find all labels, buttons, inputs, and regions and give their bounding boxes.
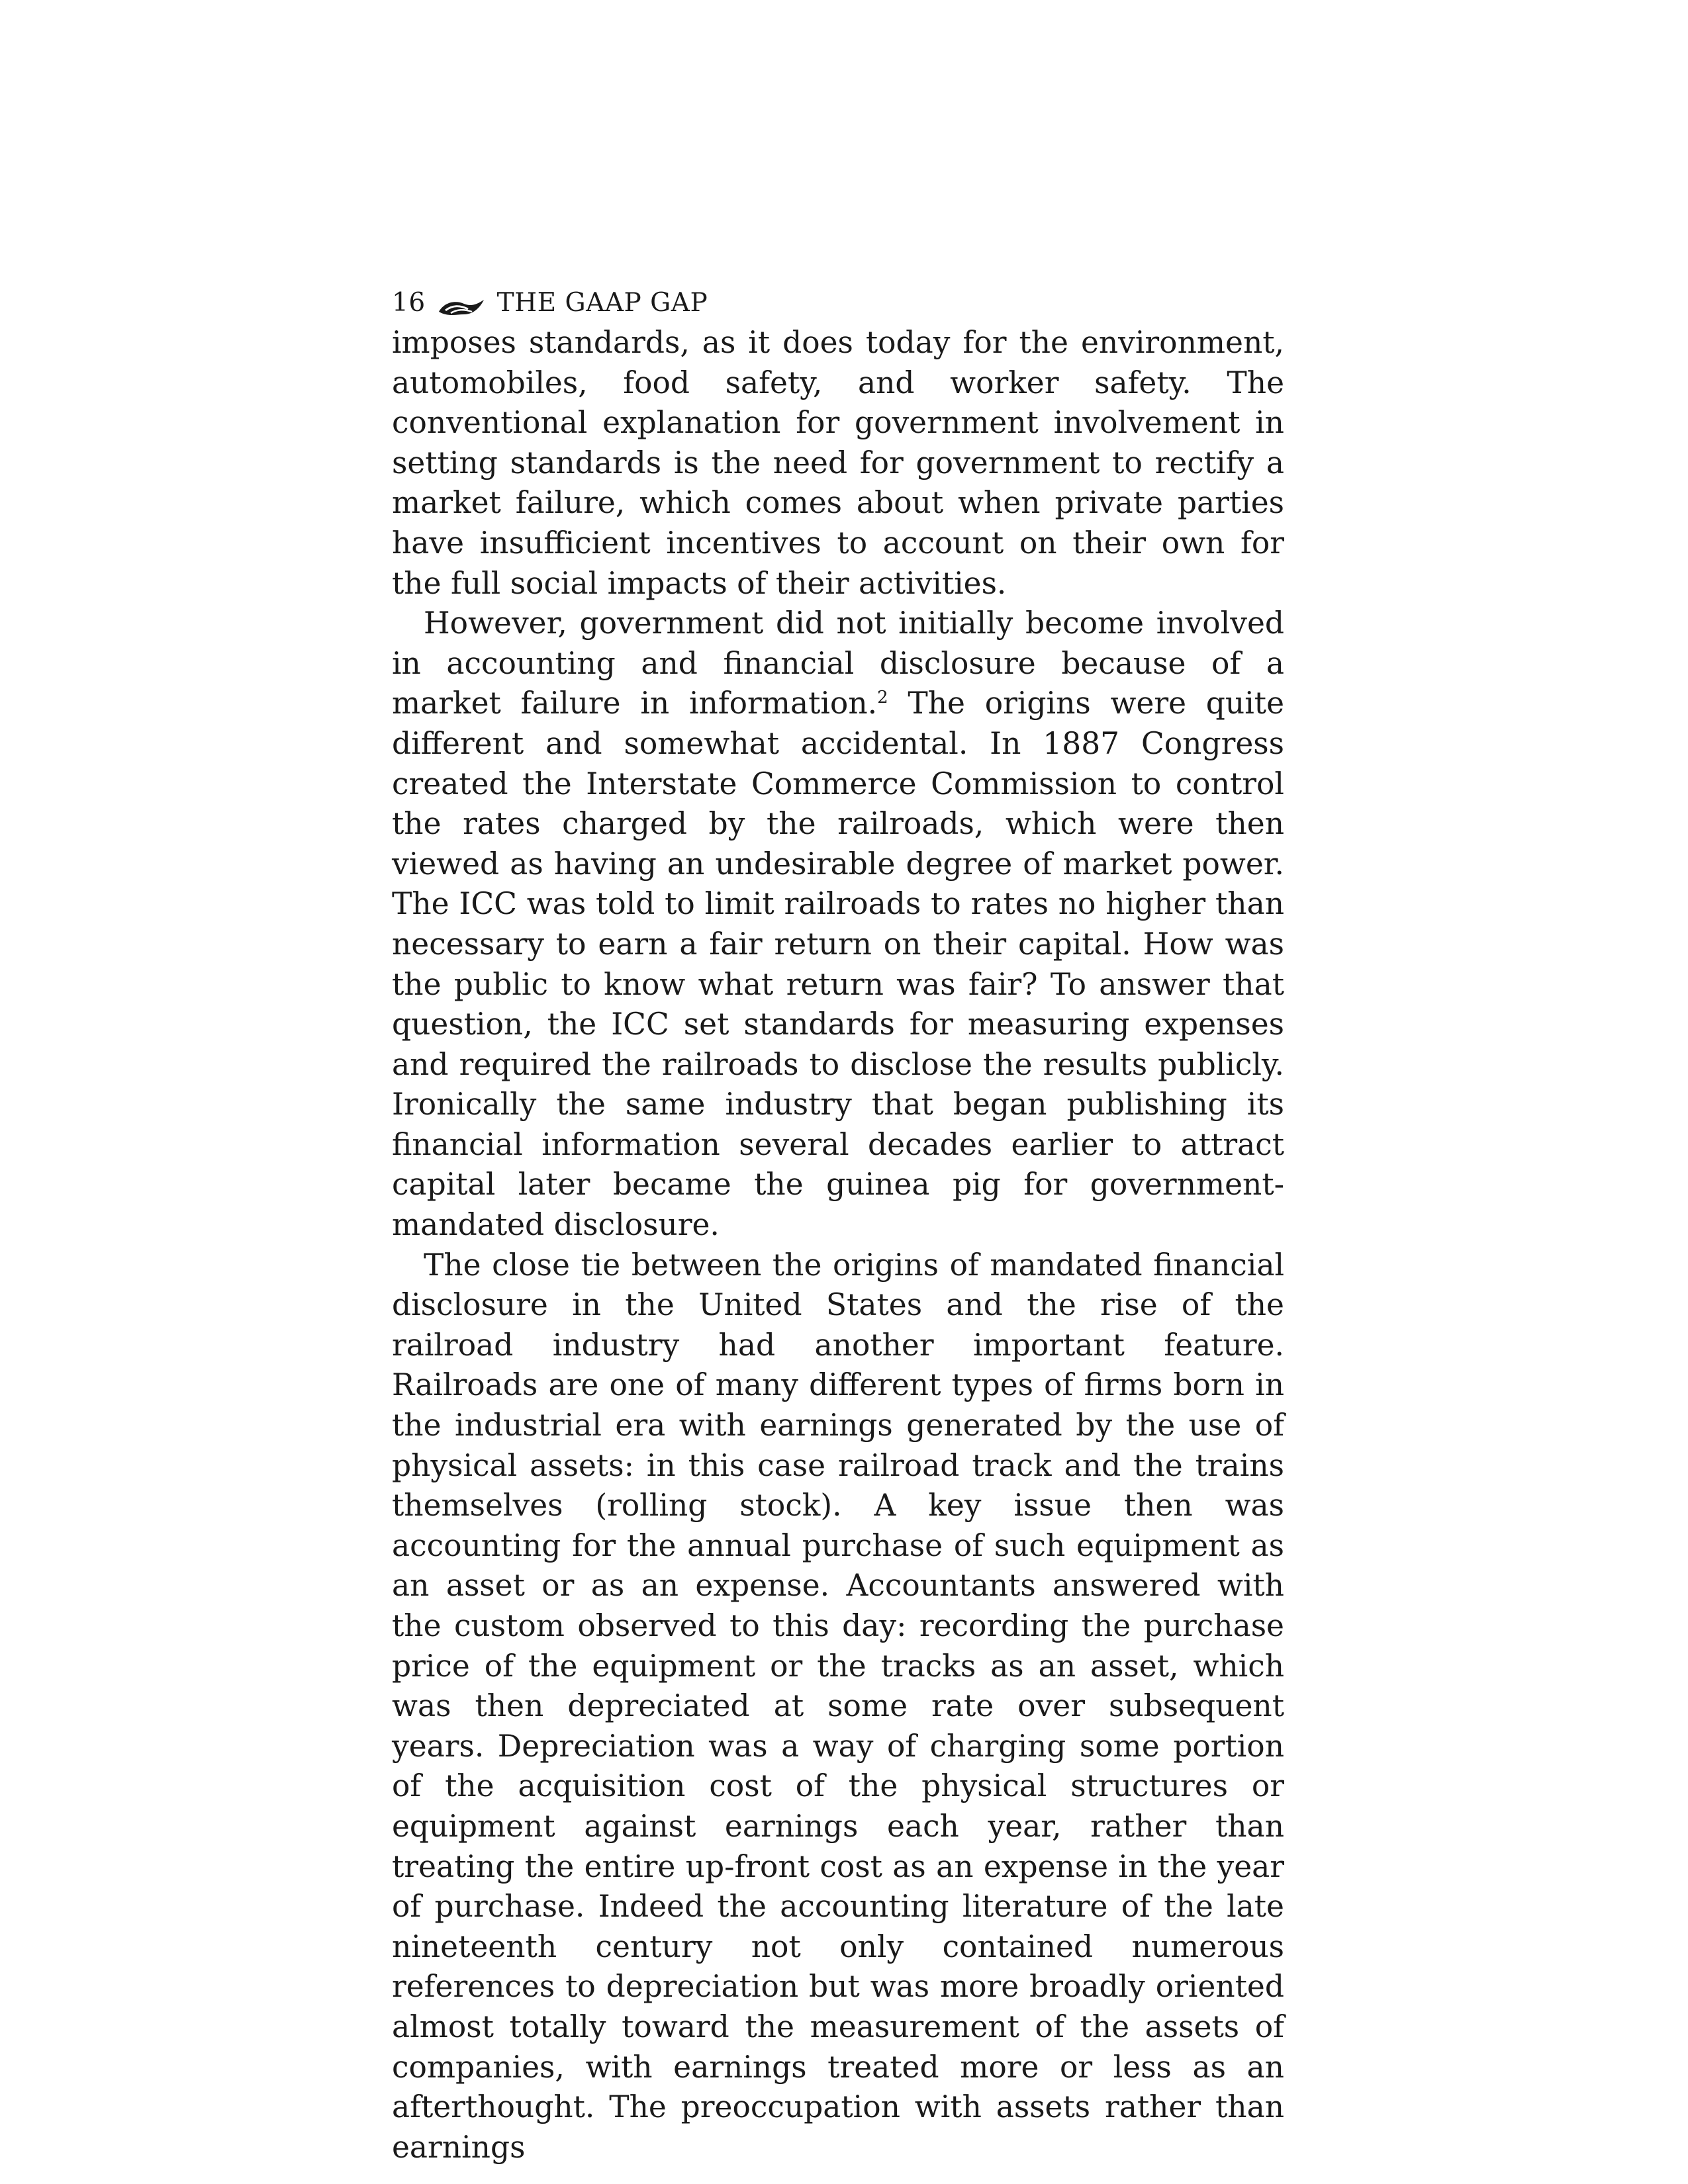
paragraph-text: However, government did not initially become involved in accounting and financial disclosure because of a market failure in information.: [392, 606, 1284, 721]
body-text: [392, 323, 1284, 2167]
footnote-reference[interactable]: 2: [877, 688, 888, 708]
leaf-fleuron-icon: [438, 292, 485, 314]
paragraph-text: The close tie between the origins of mandated financial disclosure in the United States and the rise of the railroad industry had another important feature. Railroads are one of many different types of firms born in the industrial era with earnings generated by the use of physical assets: in this case railroad track and the trains themselves (rolling stock). A key issue then was accounting for the annual purchase of such equipment as an asset or as an expense. Accountants answered with the custom observed to this day: recording the purchase price of the equipment or the tracks as an asset, which was then depreciated at some rate over subsequent years. Depreciation was a way of charging some portion of the acquisition cost of the physical structures or equipment against earnings each year, rather than treating the entire up-front cost as an expense in the year of purchase. Indeed the accounting literature of the late nineteenth century not only contained numerous references to depreciation but was more broadly oriented almost totally toward the measurement of the assets of companies, with earnings treated more or less as an afterthought. The preoccupation with assets rather than earnings: [392, 1247, 1284, 2165]
running-head: [392, 283, 1284, 323]
paragraph-text: imposes standards, as it does today for the environment, automobiles, food safety, and worker safety. The conventional explanation for government involvement in setting standards is the need for government to rectify a market failure, which comes about when private parties have insufficient incentives to account on their own for the full social impacts of their activities.: [392, 325, 1284, 601]
paragraph-continued: [392, 323, 1284, 604]
book-page: [392, 283, 1284, 2167]
running-title: THE GAAP GAP: [496, 288, 708, 318]
paragraph-text: The origins were quite different and somewhat accidental. In 1887 Congress created the Interstate Commerce Commission to control the rates charged by the railroads, which were then viewed as having an undesirable degree of market power. The ICC was told to limit railroads to rates no higher than necessary to earn a fair return on their capital. How was the public to know what return was fair? To answer that question, the ICC set standards for measuring expenses and required the railroads to disclose the results publicly. Ironically the same industry that began publishing its financial information several decades earlier to attract capital later became the guinea pig for government-mandated disclosure.: [392, 686, 1285, 1243]
paragraph: [392, 1246, 1284, 2168]
paragraph: [392, 604, 1284, 1246]
page-number: 16: [392, 288, 426, 318]
